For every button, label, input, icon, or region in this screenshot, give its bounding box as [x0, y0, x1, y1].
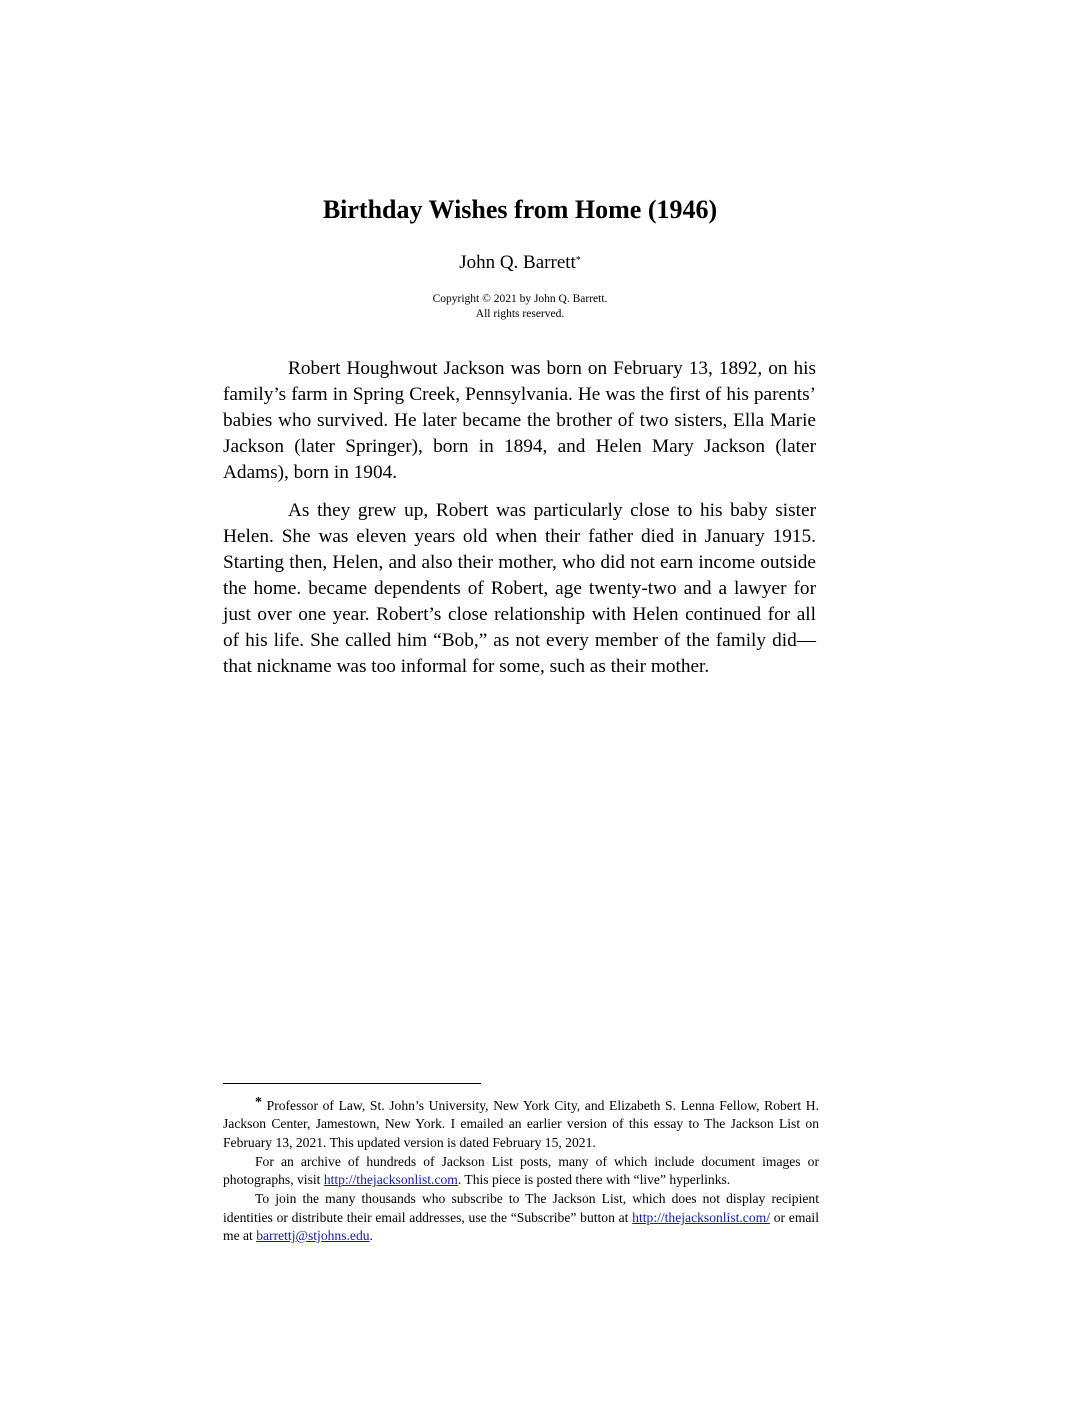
archive-link[interactable]: http://thejacksonlist.com	[323, 1172, 458, 1188]
footnote-3	[223, 1190, 819, 1245]
author-footnote-mark[interactable]: *	[575, 255, 581, 266]
footnote-1	[223, 1097, 819, 1152]
footnotes	[223, 1097, 819, 1246]
copyright-line: Copyright © 2021 by John Q. Barrett.	[432, 293, 608, 305]
body-text	[223, 356, 816, 692]
author-name: John Q. Barrett	[459, 252, 576, 273]
body-paragraph: Robert Houghwout Jackson was born on February 13, 1892, on his family’s farm in Spring Creek, Pennsylvania. He was the first of his parents’ babies who survived. He later became the brother of two sisters, Ella Marie Jackson (later Springer), born in 1894, and Helen Mary Jackson (later Adams), born in 1904.	[223, 358, 816, 483]
footnote-2-text-a: For an archive of hundreds of Jackson List posts, many of which include document images or photographs, visit	[223, 1153, 819, 1188]
footnote-separator	[223, 1083, 481, 1084]
body-paragraph: As they grew up, Robert was particularly close to his baby sister Helen. She was eleven years old when their father died in January 1915. Starting then, Helen, and also their mother, who did not earn income outside the home. became dependents of Robert, age twenty-two and a lawyer for just over one year. Robert’s close relationship with Helen continued for all of his life. She called him “Bob,” as not every member of the family did—that nickname was too informal for some, such as their mother.	[223, 500, 816, 677]
footnote-1-text: Professor of Law, St. John’s University, New York City, and Elizabeth S. Lenna Fellow, Robert H. Jackson Center, Jamestown, New York. I emailed an earlier version of this essay to The Jackson List on February 13, 2021. This updated version is dated February 15, 2021.	[223, 1098, 819, 1150]
copyright-notice	[0, 292, 1040, 322]
footnote-3-text-a: To join the many thousands who subscribe to The Jackson List, which does not display recipient identities or distribute their email addresses, use the “Subscribe” button at	[223, 1191, 819, 1225]
footnote-2	[223, 1153, 819, 1190]
rights-line: All rights reserved.	[475, 308, 565, 320]
subscribe-site-link[interactable]: http://thejacksonlist.com/	[632, 1209, 770, 1225]
footnote-3-text-b: or email me at	[223, 1209, 819, 1244]
footnote-2-text-b: . This piece is posted there with “live” hyperlinks.	[457, 1172, 731, 1188]
email-link[interactable]: barrettj@stjohns.edu	[256, 1228, 370, 1244]
author-line	[0, 251, 1040, 275]
footnote-3-text-c: .	[369, 1228, 373, 1244]
footnote-mark: *	[255, 1095, 262, 1110]
document-title: Birthday Wishes from Home (1946)	[322, 195, 718, 224]
